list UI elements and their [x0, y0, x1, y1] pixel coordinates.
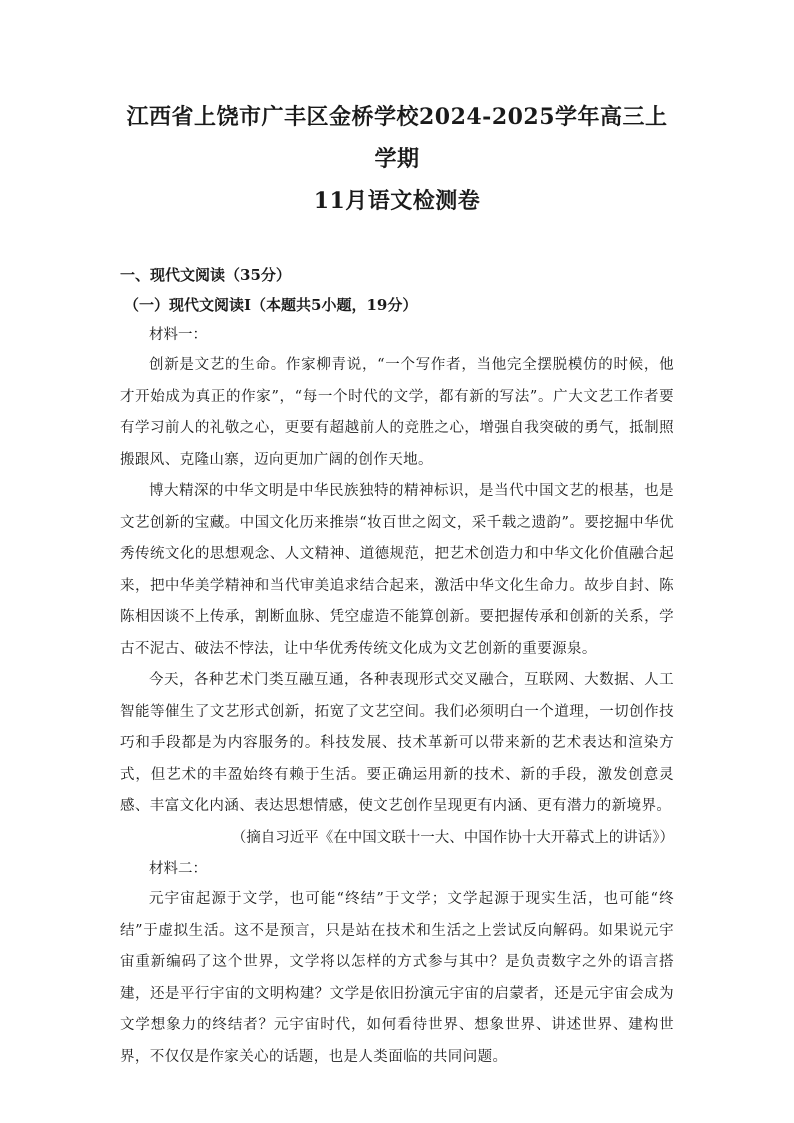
material-2-label: 材料二： [149, 861, 207, 877]
title-line-1: 江西省上饶市广丰区金桥学校2024-2025学年高三上学期 [126, 104, 668, 172]
material-2-paragraph: 元宇宙起源于文学，也可能“终结”于文学；文学起源于现实生活，也可能“终结”于虚拟生活。这不是预言，只是站在技术和生活之上尝试反向解码。如果说元宇宙重新编码了这个世界，文学将以怎样的方式参与其中？是负责数字之外的语言搭建，还是平行宇宙的文明构建？文学是依旧扮演元宇宙的启蒙者，还是元宇宙会成为文学想象力的终结者？元宇宙时代，如何看待世界、想象世界、讲述世界、建构世界，不仅仅是作家关心的话题，也是人类面临的共同问题。 [120, 891, 674, 1065]
title-line-2: 11月语文检测卷 [313, 188, 481, 214]
subsection-heading-reading-1: （一）现代文阅读Ⅰ（本题共5小题，19分） [124, 296, 418, 314]
section-heading-modern-reading: 一、现代文阅读（35分） [120, 266, 291, 284]
material-1-paragraph: 创新是文艺的生命。作家柳青说，“一个写作者，当他完全摆脱模仿的时候，他才开始成为真正的作家”，“每一个时代的文学，都有新的写法”。广大文艺工作者要有学习前人的礼敬之心，更要有超越前人的竞胜之心，增强自我突破的勇气，抵制照搬跟风、克隆山寨，迈向更加广阔的创作天地。 [120, 357, 674, 468]
material-1-label: 材料一： [149, 327, 207, 343]
material-1-paragraph: 博大精深的中华文明是中华民族独特的精神标识，是当代中国文艺的根基，也是文艺创新的宝藏。中国文化历来推崇“妆百世之闳文，采千载之遗韵”。要挖掘中华优秀传统文化的思想观念、人文精神、道德规范，把艺术创造力和中华文化价值融合起来，把中华美学精神和当代审美追求结合起来，激活中华文化生命力。故步自封、陈陈相因谈不上传承，割断血脉、凭空虚造不能算创新。要把握传承和创新的关系，学古不泥古、破法不悖法，让中华优秀传统文化成为文艺创新的重要源泉。 [120, 483, 674, 657]
material-1-paragraph: 今天，各种艺术门类互融互通，各种表现形式交叉融合，互联网、大数据、人工智能等催生了文艺形式创新，拓宽了文艺空间。我们必须明白一个道理，一切创作技巧和手段都是为内容服务的。科技发展、技术革新可以带来新的艺术表达和渲染方式，但艺术的丰盈始终有赖于生活。要正确运用新的技术、新的手段，激发创意灵感、丰富文化内涵、表达思想情感，使文艺创作呈现更有内涵、更有潜力的新境界。 [120, 672, 674, 814]
title-spacer [120, 222, 674, 260]
document-title [120, 96, 674, 222]
material-1-citation: （摘自习近平《在中国文联十一大、中国作协十大开幕式上的讲话》） [231, 829, 674, 846]
